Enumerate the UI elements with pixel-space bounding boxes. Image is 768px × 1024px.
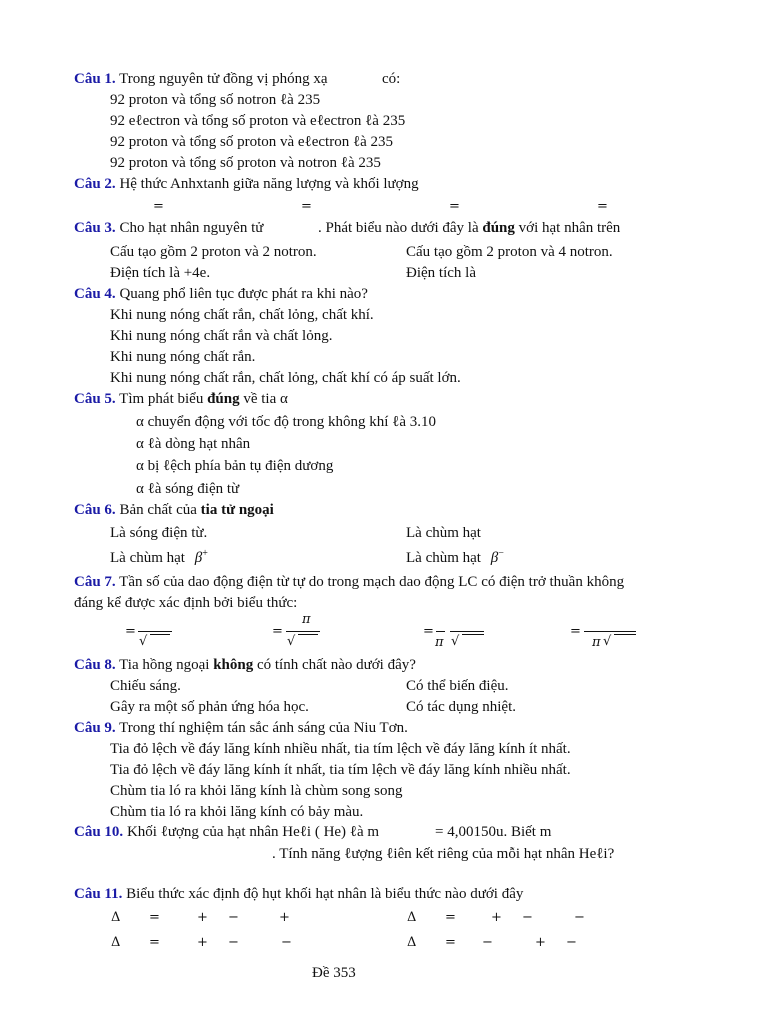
q9-option-d: Chùm tia ló ra khỏi lăng kính có bảy màu.: [110, 804, 364, 820]
q2-option-c-eq: =: [449, 199, 460, 214]
q11-option-c-minus-2: −: [281, 935, 292, 950]
question-2-number: Câu 2.: [74, 176, 116, 192]
q11-option-d-minus-2: −: [566, 935, 577, 950]
question-3-text-b: . Phát biểu nào dưới đây là: [318, 220, 483, 236]
q11-option-a-delta: Δ: [111, 910, 121, 925]
question-10-text: Khối ℓượng của hạt nhân Heℓi ( He) ℓà m: [123, 824, 380, 840]
question-8-text-b: có tính chất nào dưới đây?: [253, 657, 416, 673]
q8-option-b: Có thể biến điệu.: [406, 678, 509, 694]
q7-option-d-root: √: [603, 634, 612, 649]
q7-option-c-root: √: [451, 634, 460, 649]
question-7-text: Tần số của dao động điện từ tự do trong mạch dao động LC có điện trở thuần không: [115, 574, 625, 590]
question-6-number: Câu 6.: [74, 502, 116, 518]
q7-option-b-eq: =: [272, 624, 283, 639]
question-7: [74, 573, 624, 591]
q7-option-c-eq: =: [423, 624, 434, 639]
q5-option-d: α ℓà sóng điện từ: [136, 481, 240, 497]
q7-option-b-fraction-bar: [286, 631, 320, 632]
exam-code-footer: Đề 353: [312, 965, 356, 981]
q11-option-d-minus: −: [482, 935, 493, 950]
q6-option-a: Là sóng điện từ.: [110, 525, 208, 541]
question-4: [74, 285, 368, 303]
q6-beta-minus-sup: −: [498, 548, 504, 559]
q8-option-d: Có tác dụng nhiệt.: [406, 699, 516, 715]
question-5-text-b: về tia α: [239, 391, 288, 407]
question-8-text-a: Tia hồng ngoại: [115, 657, 214, 673]
q11-option-a-minus: −: [228, 910, 239, 925]
question-7-text2: đáng kể được xác định bởi biểu thức:: [74, 595, 298, 611]
q2-option-a-eq: =: [153, 199, 164, 214]
q9-option-c: Chùm tia ló ra khỏi lăng kính là chùm song song: [110, 783, 403, 799]
q3-option-a: Cấu tạo gồm 2 proton và 2 notron.: [110, 244, 317, 260]
q7-option-d-pi: π: [592, 635, 601, 650]
question-7-number: Câu 7.: [74, 574, 116, 590]
q11-option-b-delta: Δ: [407, 910, 417, 925]
q1-option-d: 92 proton và tổng số proton và notron ℓà 235: [110, 155, 381, 171]
q6-option-d: [406, 548, 504, 567]
q11-option-b-plus: +: [491, 910, 502, 925]
q1-option-c: 92 proton và tổng số proton và eℓectron ℓà 235: [110, 134, 394, 150]
q3-option-b: Cấu tạo gồm 2 proton và 4 notron.: [406, 244, 613, 260]
question-10: [74, 823, 379, 841]
question-3-number: Câu 3.: [74, 220, 116, 236]
question-5-text-a: Tìm phát biểu: [115, 391, 208, 407]
question-4-text: Quang phổ liên tục được phát ra khi nào?: [115, 286, 368, 302]
question-8-number: Câu 8.: [74, 657, 116, 673]
question-1-number: Câu 1.: [74, 71, 116, 87]
q7-option-b-root-bar: [298, 634, 318, 635]
q4-option-d: Khi nung nóng chất rắn, chất lỏng, chất khí có áp suất lớn.: [110, 370, 461, 386]
q7-option-a-root: √: [139, 634, 148, 649]
q11-option-a-plus-2: +: [279, 910, 290, 925]
q6-option-c: [110, 548, 208, 567]
question-2: [74, 175, 419, 193]
q3-option-d: Điện tích là: [406, 265, 476, 281]
q1-option-b: 92 eℓectron và tổng số proton và eℓectron ℓà 235: [110, 113, 406, 129]
q5-option-c: α bị ℓệch phía bản tụ điện dương: [136, 458, 334, 474]
q7-option-c-fraction-bar-1: [436, 631, 445, 632]
q6-beta-plus-sup: +: [202, 548, 208, 559]
question-9-text: Trong thí nghiệm tán sắc ánh sáng của Niu Tơn.: [115, 720, 408, 736]
question-5-bold: đúng: [207, 391, 240, 407]
q11-option-b-minus-2: −: [574, 910, 585, 925]
q1-option-a: 92 proton và tổng số notron ℓà 235: [110, 92, 321, 108]
q7-option-d-eq: =: [570, 624, 581, 639]
q4-option-a: Khi nung nóng chất rắn, chất lỏng, chất khí.: [110, 307, 374, 323]
question-10-number: Câu 10.: [74, 824, 124, 840]
q11-option-c-plus: +: [197, 935, 208, 950]
question-5-number: Câu 5.: [74, 391, 116, 407]
question-2-text: Hệ thức Anhxtanh giữa năng lượng và khối lượng: [115, 176, 419, 192]
q11-option-d-eq: =: [445, 935, 456, 950]
q7-option-d-root-bar: [614, 634, 636, 635]
question-8: [74, 656, 416, 674]
question-4-number: Câu 4.: [74, 286, 116, 302]
question-11-text: Biểu thức xác định độ hụt khối hạt nhân là biểu thức nào dưới đây: [122, 886, 524, 902]
q5-option-b: α ℓà dòng hạt nhân: [136, 436, 251, 452]
question-9: [74, 719, 408, 737]
q11-option-a-plus: +: [197, 910, 208, 925]
question-1-text: Trong nguyên tử đồng vị phóng xạ: [115, 71, 328, 87]
q2-option-b-eq: =: [301, 199, 312, 214]
q11-option-d-plus: +: [535, 935, 546, 950]
q7-option-a-eq: =: [125, 624, 136, 639]
q6-option-c-label: Là chùm hạt: [110, 550, 185, 566]
question-6: [74, 501, 274, 519]
q4-option-b: Khi nung nóng chất rắn và chất lỏng.: [110, 328, 333, 344]
question-3-text-c: với hạt nhân trên: [514, 220, 621, 236]
q6-option-d-label: Là chùm hạt: [406, 550, 481, 566]
question-5: [74, 390, 288, 408]
q7-option-b-pi: π: [302, 612, 311, 627]
question-3-text-a: Cho hạt nhân nguyên tử: [115, 220, 264, 236]
q8-option-a: Chiếu sáng.: [110, 678, 181, 694]
q11-option-b-minus: −: [522, 910, 533, 925]
q5-option-a: α chuyển động với tốc độ trong không khí ℓà 3.10: [136, 414, 437, 430]
q11-option-b-eq: =: [445, 910, 456, 925]
q7-option-a-fraction-bar: [138, 631, 172, 632]
question-8-bold: không: [213, 657, 254, 673]
question-10-text2: . Tính năng ℓượng ℓiên kết riêng của mỗi hạt nhân Heℓi?: [272, 846, 615, 862]
q7-option-c-fraction-bar-2: [450, 631, 484, 632]
question-11-number: Câu 11.: [74, 886, 123, 902]
q7-option-d-fraction-bar: [584, 631, 636, 632]
q6-beta-plus: β: [194, 550, 203, 566]
q7-option-c-root-bar: [462, 634, 484, 635]
question-9-number: Câu 9.: [74, 720, 116, 736]
q9-option-a: Tia đỏ lệch về đáy lăng kính nhiều nhất, tia tím lệch về đáy lăng kính ít nhất.: [110, 741, 571, 757]
q11-option-c-minus: −: [228, 935, 239, 950]
q8-option-c: Gây ra một số phản ứng hóa học.: [110, 699, 309, 715]
q3-option-c: Điện tích là +4e.: [110, 265, 211, 281]
question-1: [74, 70, 328, 88]
question-6-text: Bản chất của: [115, 502, 201, 518]
question-11: [74, 885, 523, 903]
q11-option-c-eq: =: [149, 935, 160, 950]
q2-option-d-eq: =: [597, 199, 608, 214]
q11-option-c-delta: Δ: [111, 935, 121, 950]
q7-option-a-root-bar: [150, 634, 170, 635]
q7-option-c-pi: π: [435, 635, 444, 650]
question-10-text-b: = 4,00150u. Biết m: [435, 824, 552, 840]
question-3: [74, 219, 263, 237]
q11-option-d-delta: Δ: [407, 935, 417, 950]
question-3-rest: [318, 219, 620, 237]
q4-option-c: Khi nung nóng chất rắn.: [110, 349, 256, 365]
q11-option-a-eq: =: [149, 910, 160, 925]
q7-option-b-root: √: [287, 634, 296, 649]
question-6-bold: tia tử ngoại: [200, 502, 274, 518]
question-1-tail: có:: [382, 71, 401, 87]
question-3-bold: đúng: [482, 220, 515, 236]
q6-beta-minus: β: [490, 550, 499, 566]
q9-option-b: Tia đỏ lệch về đáy lăng kính ít nhất, tia tím lệch về đáy lăng kính nhiều nhất.: [110, 762, 571, 778]
q6-option-b: Là chùm hạt: [406, 525, 481, 541]
